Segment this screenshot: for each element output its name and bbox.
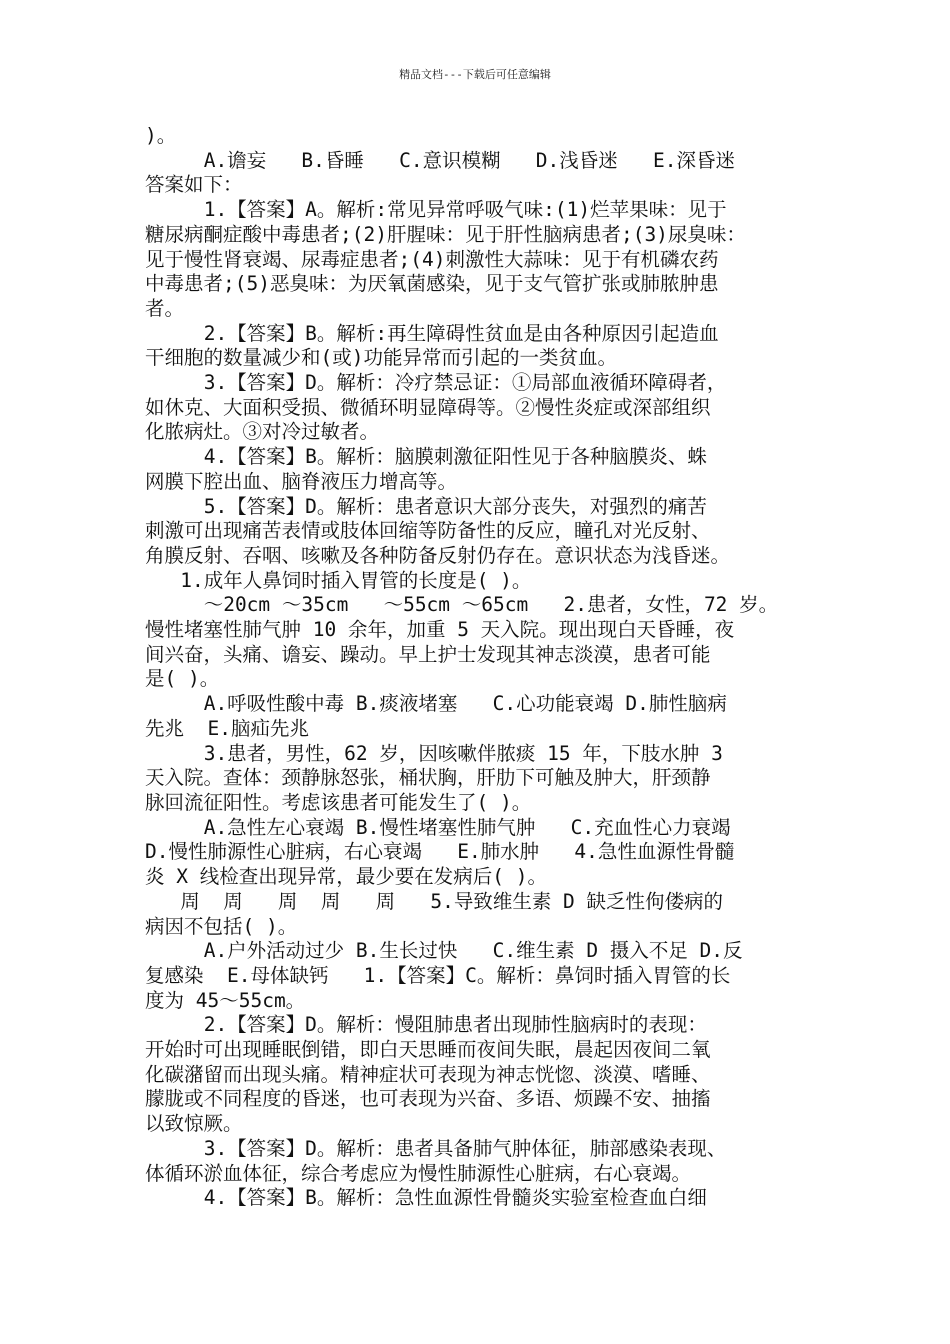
text-line: 先兆 E.脑疝先兆: [145, 716, 309, 740]
text-line: 中毒患者;(5)恶臭味：为厌氧菌感染，见于支气管扩张或肺脓肿患: [145, 272, 719, 296]
text-line: 如休克、大面积受损、微循环明显障碍等。②慢性炎症或深部组织: [145, 395, 711, 419]
text-line: 2.【答案】D。解析：慢阻肺患者出现肺性脑病时的表现：: [145, 1013, 707, 1037]
text-line: 5.【答案】D。解析：患者意识大部分丧失，对强烈的痛苦: [145, 494, 707, 518]
document-body: [145, 124, 809, 1211]
text-line: 天入院。查体：颈静脉怒张，桶状胸，肝肋下可触及肿大，肝颈静: [145, 766, 711, 790]
text-line: 开始时可出现睡眠倒错，即白天思睡而夜间失眠，晨起因夜间二氧: [145, 1038, 711, 1062]
text-line: )。: [145, 124, 177, 147]
text-line: 4.【答案】B。解析：急性血源性骨髓炎实验室检查血白细: [145, 1186, 707, 1210]
text-line: 1.【答案】A。解析:常见异常呼吸气味:(1)烂苹果味：见于: [145, 198, 727, 222]
text-line: 慢性堵塞性肺气肿 10 余年，加重 5 天入院。现出现白天昏睡，夜: [145, 618, 735, 642]
text-line: 病因不包括( )。: [145, 914, 298, 938]
text-line: 炎 X 线检查出现异常，最少要在发病后( )。: [145, 865, 547, 889]
text-line: 复感染 E.母体缺钙 1.【答案】C。解析：鼻饲时插入胃管的长: [145, 963, 731, 987]
text-line: A.呼吸性酸中毒 B.痰液堵塞 C.心功能衰竭 D.肺性脑病: [145, 692, 727, 716]
text-line: 间兴奋，头痛、谵妄、躁动。早上护士发现其神志淡漠，患者可能: [145, 642, 711, 666]
text-line: 体循环淤血体征，综合考虑应为慢性肺源性心脏病，右心衰竭。: [145, 1161, 692, 1185]
text-line: 是( )。: [145, 667, 220, 691]
page-header: 精品文档---下载后可任意编辑: [399, 68, 551, 81]
text-line: 答案如下：: [145, 173, 243, 197]
text-line: 度为 45～55cm。: [145, 988, 306, 1012]
text-line: 见于慢性肾衰竭、尿毒症患者;(4)刺激性大蒜味：见于有机磷农药: [145, 247, 719, 271]
text-line: 1.成年人鼻饲时插入胃管的长度是( )。: [145, 568, 532, 592]
text-line: A.户外活动过少 B.生长过快 C.维生素 D 摄入不足 D.反: [145, 939, 743, 963]
text-line: 以致惊厥。: [145, 1112, 243, 1136]
text-line: 角膜反射、吞咽、咳嗽及各种防备反射仍存在。意识状态为浅昏迷。: [145, 543, 731, 567]
text-line: 3.【答案】D。解析：冷疗禁忌证：①局部血液循环障碍者，: [145, 371, 727, 395]
text-line: 朦胧或不同程度的昏迷，也可表现为兴奋、多语、烦躁不安、抽搐: [145, 1087, 711, 1111]
text-line: 脉回流征阳性。考虑该患者可能发生了( )。: [145, 790, 532, 814]
text-line: 糖尿病酮症酸中毒患者;(2)肝腥味：见于肝性脑病患者;(3)尿臭味：: [145, 222, 746, 246]
text-line: 3.患者，男性，62 岁，因咳嗽伴脓痰 15 年，下肢水肿 3: [145, 741, 723, 765]
text-line: 化碳潴留而出现头痛。精神症状可表现为神志恍惚、淡漠、嗜睡、: [145, 1062, 711, 1086]
text-line: 干细胞的数量减少和(或)功能异常而引起的一类贫血。: [145, 346, 617, 370]
text-line: A.急性左心衰竭 B.慢性堵塞性肺气肿 C.充血性心力衰竭: [145, 815, 731, 839]
text-line: A.谵妄 B.昏睡 C.意识模糊 D.浅昏迷 E.深昏迷: [145, 148, 735, 172]
text-line: D.慢性肺源性心脏病，右心衰竭 E.肺水肿 4.急性血源性骨髓: [145, 840, 735, 864]
text-line: 4.【答案】B。解析：脑膜刺激征阳性见于各种脑膜炎、蛛: [145, 445, 707, 469]
text-line: 周 周 周 周 周 5.导致维生素 D 缺乏性佝偻病的: [145, 889, 724, 913]
text-line: 2.【答案】B。解析:再生障碍性贫血是由各种原因引起造血: [145, 321, 719, 345]
text-line: 化脓病灶。③对冷过敏者。: [145, 420, 380, 444]
text-line: 刺激可出现痛苦表情或肢体回缩等防备性的反应，瞳孔对光反射、: [145, 519, 711, 543]
text-line: 者。: [145, 296, 185, 320]
text-line: 3.【答案】D。解析：患者具备肺气肿体征，肺部感染表现、: [145, 1136, 727, 1160]
text-line: 网膜下腔出血、脑脊液压力增高等。: [145, 469, 458, 493]
text-line: ～20cm ～35cm ～55cm ～65cm 2.患者，女性，72 岁。: [145, 593, 779, 617]
